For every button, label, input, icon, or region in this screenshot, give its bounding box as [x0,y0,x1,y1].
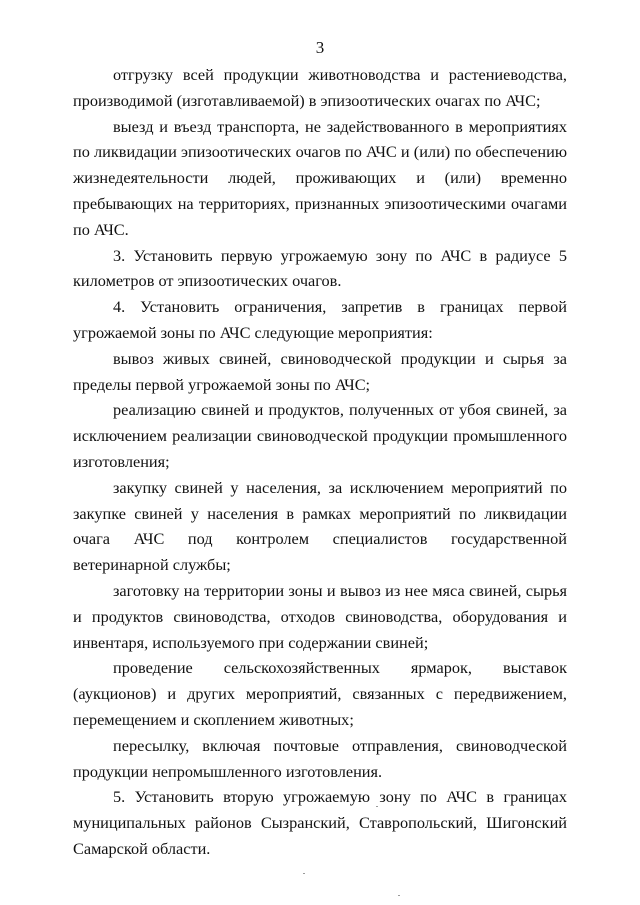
paragraph: 5. Установить вторую угрожаемую зону по АЧС в границах муниципальных районов Сызранский, Ставропольский, Шигонский Самарской области. [73,787,567,858]
paragraph: закупку свиней у населения, за исключением мероприятий по закупке свиней у населения в рамках мероприятий по ликвидации очага АЧС под контролем специалистов государственной ветеринарной службы; [73,477,567,575]
scan-speck [398,895,400,896]
scan-speck [376,806,378,807]
page-number: 3 [315,38,325,57]
paragraph: 4. Установить ограничения, запретив в границах первой угрожаемой зоны по АЧС следующие мероприятия: [73,297,567,342]
paragraph: реализацию свиней и продуктов, полученных от убоя свиней, за исключением реализации свиноводческой продукции промышленного изготовления; [73,400,567,471]
paragraph: отгрузку всей продукции животноводства и растениеводства, производимой (изготавливаемой) в эпизоотических очагах по АЧС; [73,65,567,110]
paragraph: вывоз живых свиней, свиноводческой продукции и сырья за пределы первой угрожаемой зоны по АЧС; [73,348,567,394]
scan-speck [303,873,305,874]
paragraph: выезд и въезд транспорта, не задействованного в мероприятиях по ликвидации эпизоотических очагов по АЧС и (или) по обеспечению жизнедеятельности людей, проживающих и (или) временно пребывающих на территориях, признанных эпизоотическими очагами по АЧС. [73,116,567,239]
paragraph: проведение сельскохозяйственных ярмарок, выставок (аукционов) и других мероприятий, связанных с передвижением, перемещением и скоплением животных; [73,658,567,729]
paragraph: заготовку на территории зоны и вывоз из нее мяса свиней, сырья и продуктов свиноводства, отходов свиноводства, оборудования и инвентаря, используемого при содержании свиней; [73,580,567,652]
document-body [73,62,567,862]
paragraph: 3. Установить первую угрожаемую зону по АЧС в радиусе 5 километров от эпизоотических очагов. [73,245,567,291]
paragraph: пересылку, включая почтовые отправления, свиноводческой продукции непромышленного изготовления. [73,735,567,781]
